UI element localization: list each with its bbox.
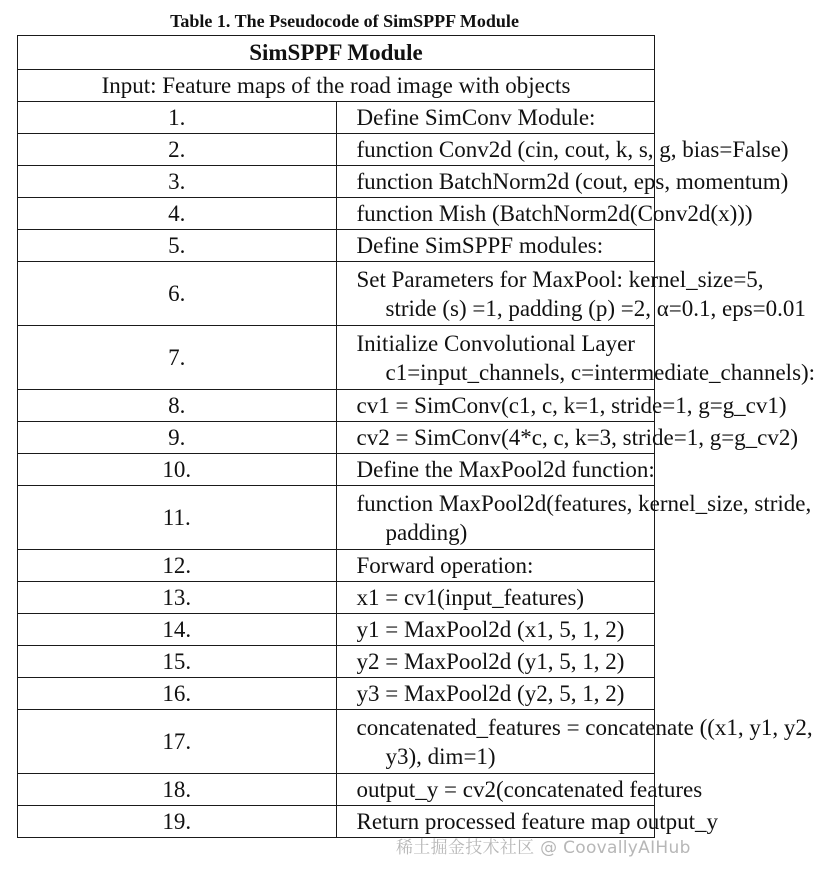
table-row bbox=[18, 134, 655, 166]
line-number: 7. bbox=[18, 326, 337, 390]
code-line: cv1 = SimConv(c1, c, k=1, stride=1, g=g_cv1) bbox=[356, 393, 787, 418]
code-line: Forward operation: bbox=[356, 553, 534, 578]
table-row bbox=[18, 774, 655, 806]
table-header: SimSPPF Module bbox=[18, 36, 655, 70]
table-row bbox=[18, 230, 655, 262]
line-number: 13. bbox=[18, 582, 337, 614]
code-cell bbox=[336, 454, 655, 486]
watermark: 稀土掘金技术社区 @ CoovallyAIHub bbox=[396, 838, 691, 858]
table-row bbox=[18, 326, 655, 390]
code-line: y3 = MaxPool2d (y2, 5, 1, 2) bbox=[356, 681, 625, 706]
code-cell bbox=[336, 550, 655, 582]
code-cell bbox=[336, 262, 806, 326]
code-cell bbox=[336, 646, 655, 678]
code-line: function Conv2d (cin, cout, k, s, g, bias=False) bbox=[356, 137, 789, 162]
line-number: 16. bbox=[18, 678, 337, 710]
table-row bbox=[18, 710, 655, 774]
code-line-continuation: stride (s) =1, padding (p) =2, α=0.1, eps=0.01 bbox=[385, 295, 806, 321]
code-line: Define SimSPPF modules: bbox=[356, 233, 604, 258]
line-number: 9. bbox=[18, 422, 337, 454]
code-cell bbox=[336, 198, 753, 230]
line-number: 17. bbox=[18, 710, 337, 774]
code-line: Return processed feature map output_y bbox=[356, 809, 718, 834]
code-cell bbox=[336, 422, 799, 454]
code-cell bbox=[336, 390, 787, 422]
code-line: Initialize Convolutional Layer bbox=[356, 330, 635, 356]
line-number: 12. bbox=[18, 550, 337, 582]
code-cell bbox=[336, 710, 813, 774]
table-row bbox=[18, 390, 655, 422]
code-cell bbox=[336, 230, 655, 262]
code-cell bbox=[336, 774, 703, 806]
code-line: function Mish (BatchNorm2d(Conv2d(x))) bbox=[356, 201, 753, 226]
input-description: Input: Feature maps of the road image with objects bbox=[18, 70, 655, 102]
line-number: 11. bbox=[18, 486, 337, 550]
table-row bbox=[18, 422, 655, 454]
code-line: cv2 = SimConv(4*c, c, k=3, stride=1, g=g_cv2) bbox=[356, 425, 799, 450]
code-cell bbox=[336, 326, 815, 390]
table-header-row bbox=[18, 36, 655, 70]
line-number: 5. bbox=[18, 230, 337, 262]
code-cell bbox=[336, 678, 655, 710]
code-cell bbox=[336, 102, 655, 134]
code-line: function MaxPool2d(features, kernel_size, stride, bbox=[356, 490, 812, 516]
code-line: y1 = MaxPool2d (x1, 5, 1, 2) bbox=[356, 617, 625, 642]
table-caption: Table 1. The Pseudocode of SimSPPF Module bbox=[170, 11, 519, 31]
line-number: 8. bbox=[18, 390, 337, 422]
line-number: 3. bbox=[18, 166, 337, 198]
table-row bbox=[18, 198, 655, 230]
input-row bbox=[18, 70, 655, 102]
line-number: 18. bbox=[18, 774, 337, 806]
line-number: 19. bbox=[18, 806, 337, 838]
code-cell bbox=[336, 134, 789, 166]
code-line: y2 = MaxPool2d (y1, 5, 1, 2) bbox=[356, 649, 625, 674]
table-row bbox=[18, 614, 655, 646]
code-cell bbox=[336, 486, 812, 550]
line-number: 10. bbox=[18, 454, 337, 486]
line-number: 1. bbox=[18, 102, 337, 134]
table-row bbox=[18, 102, 655, 134]
table-row bbox=[18, 678, 655, 710]
code-line: Set Parameters for MaxPool: kernel_size=5, bbox=[356, 266, 764, 292]
code-line: Define SimConv Module: bbox=[356, 105, 596, 130]
table-row bbox=[18, 486, 655, 550]
code-line: Define the MaxPool2d function: bbox=[356, 457, 655, 482]
line-number: 15. bbox=[18, 646, 337, 678]
code-line-continuation: c1=input_channels, c=intermediate_channels): bbox=[385, 359, 815, 385]
table-row bbox=[18, 454, 655, 486]
table-row bbox=[18, 550, 655, 582]
code-cell bbox=[336, 614, 655, 646]
line-number: 2. bbox=[18, 134, 337, 166]
table-row bbox=[18, 166, 655, 198]
code-line: concatenated_features = concatenate ((x1, y1, y2, bbox=[356, 714, 813, 740]
code-line-continuation: padding) bbox=[385, 519, 468, 545]
code-line-continuation: y3), dim=1) bbox=[385, 743, 496, 769]
pseudocode-table bbox=[17, 35, 815, 838]
table-row bbox=[18, 582, 655, 614]
code-line: output_y = cv2(concatenated features bbox=[356, 777, 703, 802]
code-cell bbox=[336, 166, 789, 198]
code-cell bbox=[336, 582, 655, 614]
line-number: 14. bbox=[18, 614, 337, 646]
code-line: function BatchNorm2d (cout, eps, momentum) bbox=[356, 169, 789, 194]
table-row bbox=[18, 646, 655, 678]
line-number: 4. bbox=[18, 198, 337, 230]
table-row bbox=[18, 262, 655, 326]
code-line: x1 = cv1(input_features) bbox=[356, 585, 585, 610]
line-number: 6. bbox=[18, 262, 337, 326]
